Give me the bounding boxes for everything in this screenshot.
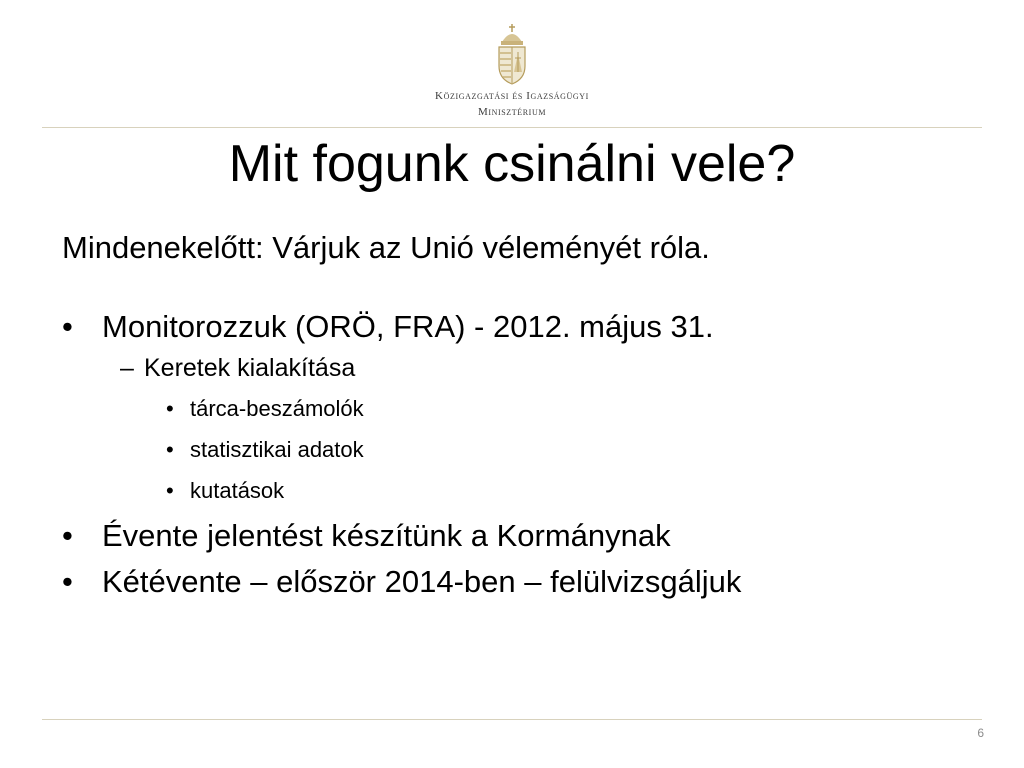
bullet-dot-icon: • xyxy=(62,564,73,599)
ministry-logo xyxy=(0,22,1024,118)
sub-sub-bullet-text: tárca-beszámolók xyxy=(190,396,364,421)
hungarian-coat-of-arms-icon xyxy=(494,22,530,86)
bullet-item xyxy=(62,561,982,603)
sub-sub-bullet-text: kutatások xyxy=(190,478,285,503)
bullet-dot-icon: • xyxy=(166,478,174,503)
sub-bullet-item xyxy=(62,348,982,388)
header-divider xyxy=(42,127,982,128)
bullet-text: Monitorozzuk (ORÖ, FRA) - 2012. május 31. xyxy=(102,309,714,344)
ministry-name-line2: Minisztérium xyxy=(477,106,547,118)
sub-bullet-text: Keretek kialakítása xyxy=(144,354,356,382)
footer-divider xyxy=(42,719,982,720)
dash-icon: – xyxy=(120,354,134,382)
bullet-dot-icon: • xyxy=(166,437,174,462)
sub-sub-bullet-item xyxy=(62,388,982,429)
bullet-item xyxy=(62,515,982,557)
bullet-dot-icon: • xyxy=(62,518,73,553)
bullet-text: Évente jelentést készítünk a Kormánynak xyxy=(102,518,671,553)
intro-text: Mindenekelőtt: Várjuk az Unió véleményét róla. xyxy=(62,230,710,265)
bullet-text: Kétévente – először 2014-ben – felülvizsgáljuk xyxy=(102,564,742,599)
bullet-dot-icon: • xyxy=(62,309,73,344)
ministry-name-line1: Közigazgatási és Igazságügyi xyxy=(435,90,589,102)
bullet-item xyxy=(62,306,982,348)
bullet-dot-icon: • xyxy=(166,396,174,421)
spacer xyxy=(62,270,982,306)
sub-sub-bullet-text: statisztikai adatok xyxy=(190,437,364,462)
sub-sub-bullet-item xyxy=(62,470,982,511)
slide-title: Mit fogunk csinálni vele? xyxy=(228,135,796,193)
sub-sub-bullet-item xyxy=(62,429,982,470)
slide-body xyxy=(62,226,982,603)
page-number: 6 xyxy=(977,726,984,740)
